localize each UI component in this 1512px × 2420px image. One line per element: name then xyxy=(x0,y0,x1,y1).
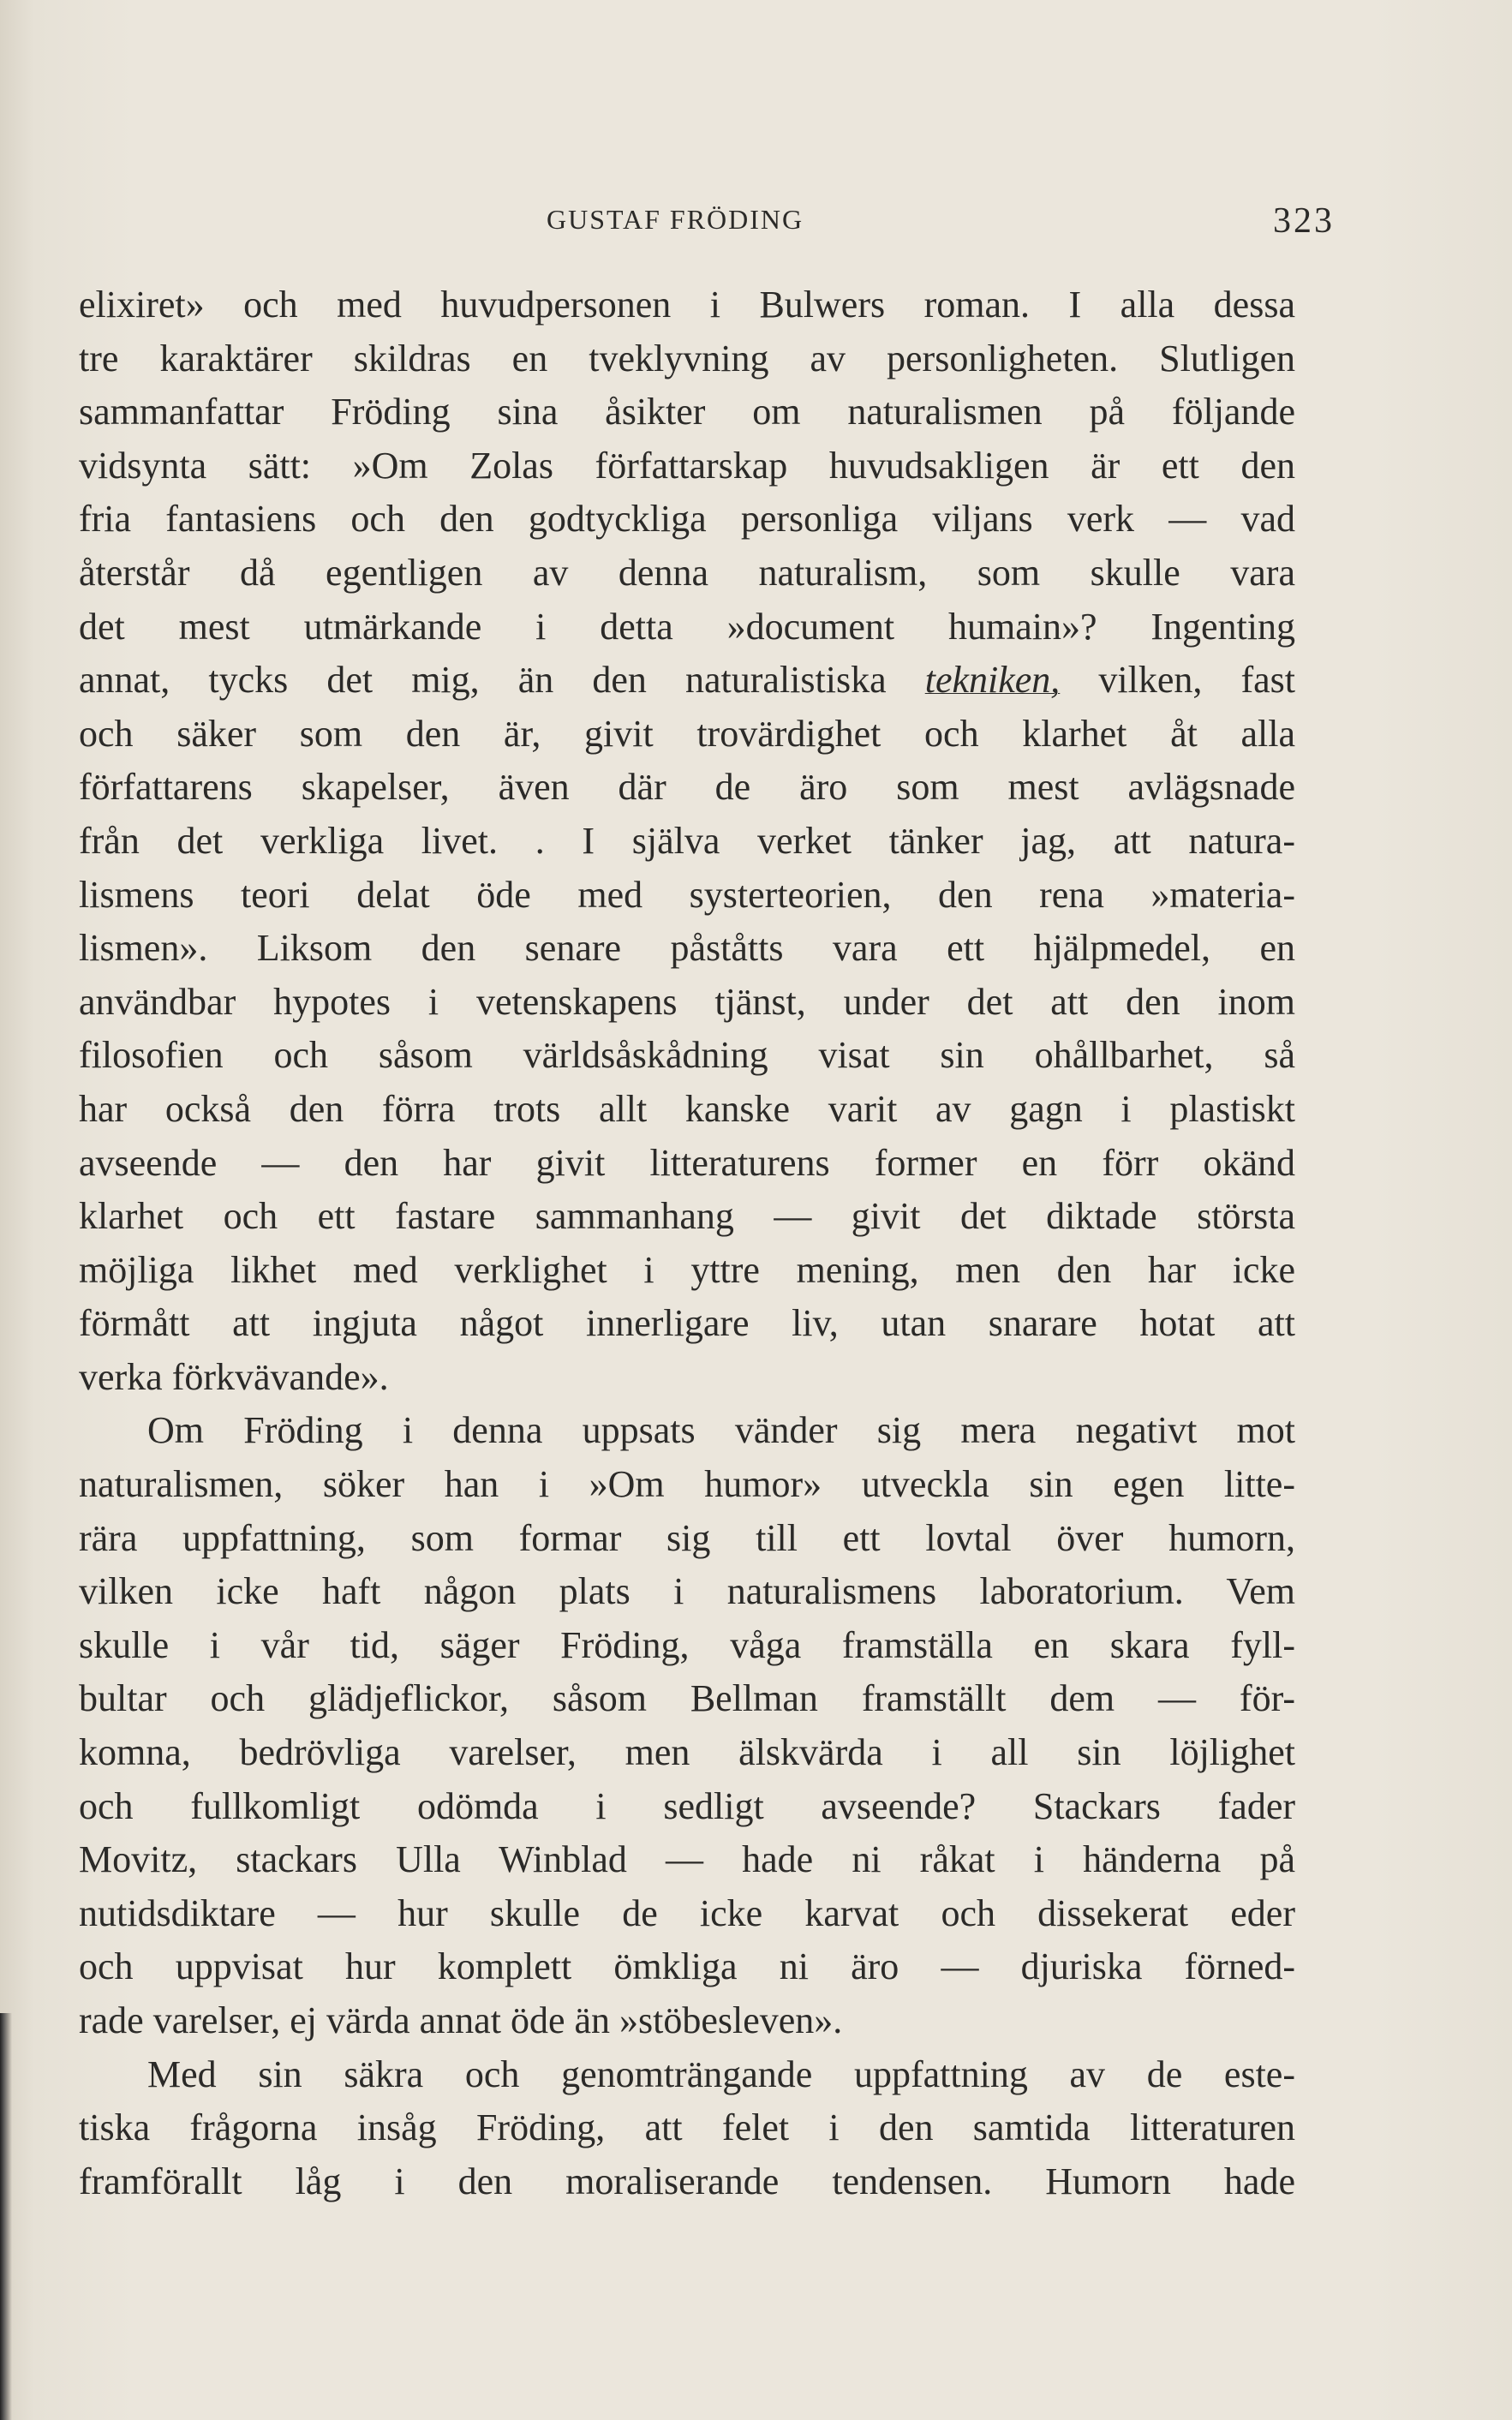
text-line: nutidsdiktare — hur skulle de icke karvat och dissekerat eder xyxy=(79,1891,1295,1934)
text-line: elixiret» och med huvudpersonen i Bulwers roman. I alla dessa xyxy=(79,284,1295,326)
paragraph-start-line: Om Fröding i denna uppsats vänder sig mera negativt mot xyxy=(147,1409,1295,1452)
text-line: tre karaktärer skildras en tveklyvning av personligheten. Slutligen xyxy=(79,337,1295,379)
paragraph-end-line: rade varelser, ej värda annat öde än »stöbesleven». xyxy=(79,1999,843,2041)
paragraph-start-line: Med sin säkra och genomträngande uppfattning av de este- xyxy=(147,2053,1295,2095)
text-line: naturalismen, söker han i »Om humor» utveckla sin egen litte- xyxy=(79,1463,1295,1506)
text-line: lismen». Liksom den senare påståtts vara ett hjälpmedel, en xyxy=(79,927,1295,970)
text-line: vidsynta sätt: »Om Zolas författarskap huvudsakligen är ett den xyxy=(79,444,1295,487)
page-header xyxy=(0,200,1512,252)
text-line: vilken icke haft någon plats i naturalismens laboratorium. Vem xyxy=(79,1570,1295,1613)
text-line: avseende — den har givit litteraturens former en förr okänd xyxy=(79,1141,1295,1184)
text-line: skulle i vår tid, säger Fröding, våga framställa en skara fyll- xyxy=(79,1623,1295,1666)
text-line: från det verkliga livet. . I själva verket tänker jag, att natura- xyxy=(79,819,1295,862)
text-line: framförallt låg i den moraliserande tendensen. Humorn hade xyxy=(79,2160,1295,2202)
emphasized-word: tekniken, xyxy=(924,659,1061,702)
text-line: fria fantasiens och den godtyckliga personliga viljans verk — vad xyxy=(79,498,1295,541)
body-text xyxy=(79,278,1295,2208)
text-line: har också den förra trots allt kanske varit av gagn i plastiskt xyxy=(79,1087,1295,1130)
text-line: förmått att ingjuta något innerligare liv, utan snarare hotat att xyxy=(79,1302,1295,1345)
page-number: 323 xyxy=(1273,201,1335,241)
text-line: sammanfattar Fröding sina åsikter om naturalismen på följande xyxy=(79,391,1295,433)
text-line: lismens teori delat öde med systerteorien, den rena »materia- xyxy=(79,873,1295,916)
text-line: filosofien och såsom världsåskådning visat sin ohållbarhet, så xyxy=(79,1034,1295,1077)
line-head: annat, tycks det mig, än den naturalistiska xyxy=(79,659,887,702)
text-line: och fullkomligt odömda i sedligt avseende? Stackars fader xyxy=(79,1784,1295,1827)
text-line-with-emphasis xyxy=(79,654,1295,708)
paragraph-end-line: verka förkvävande». xyxy=(79,1355,389,1398)
line-tail: vilken, fast xyxy=(1098,659,1295,702)
text-line: möjliga likhet med verklighet i yttre mening, men den har icke xyxy=(79,1248,1295,1291)
text-line: användbar hypotes i vetenskapens tjänst, under det att den inom xyxy=(79,980,1295,1023)
text-line: Movitz, stackars Ulla Winblad — hade ni råkat i händerna på xyxy=(79,1838,1295,1881)
text-line: rära uppfattning, som formar sig till ett lovtal över humorn, xyxy=(79,1516,1295,1559)
text-line: återstår då egentligen av denna naturalism, som skulle vara xyxy=(79,551,1295,594)
text-line: och uppvisat hur komplett ömkliga ni äro — djuriska förned- xyxy=(79,1945,1295,1988)
text-line: klarhet och ett fastare sammanhang — givit det diktade största xyxy=(79,1195,1295,1238)
text-line: författarens skapelser, även där de äro som mest avlägsnade xyxy=(79,766,1295,809)
text-line: komna, bedrövliga varelser, men älskvärda i all sin löjlighet xyxy=(79,1731,1295,1774)
text-line: bultar och glädjeflickor, såsom Bellman framställt dem — för- xyxy=(79,1677,1295,1720)
binding-edge xyxy=(0,2013,12,2420)
running-title: GUSTAF FRÖDING xyxy=(547,204,804,235)
text-line: det mest utmärkande i detta »document humain»? Ingenting xyxy=(79,605,1295,648)
text-line: och säker som den är, givit trovärdighet och klarhet åt alla xyxy=(79,712,1295,755)
text-line: tiska frågorna insåg Fröding, att felet i den samtida litteraturen xyxy=(79,2106,1295,2149)
